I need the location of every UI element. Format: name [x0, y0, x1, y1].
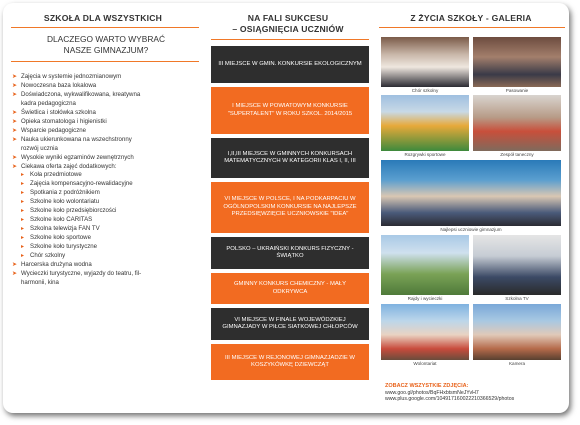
list-item [12, 73, 198, 82]
arrow-bullet-icon: ➤ [12, 73, 18, 80]
photo-school-tv [473, 235, 561, 295]
brochure-card [3, 3, 569, 413]
list-item-text: Nauka ukierunkowana na wszechstronny [21, 135, 132, 143]
arrow-bullet-icon: ▸ [21, 252, 25, 260]
gallery-footer [385, 383, 514, 403]
photo-ceremony [473, 37, 561, 87]
arrow-bullet-icon: ➤ [12, 162, 18, 170]
arrow-bullet-icon: ➤ [12, 135, 18, 143]
photo-choir [381, 37, 469, 87]
photo-volunteering [381, 304, 469, 360]
list-item [12, 100, 198, 109]
arrow-bullet-icon: ➤ [12, 81, 18, 89]
list-item [12, 261, 198, 270]
sub-list-item [12, 198, 198, 207]
list-item-text: Szkolne koło wolontariatu [30, 198, 100, 206]
column-school-for-all [3, 3, 203, 413]
list-item-text: rozwój ucznia [21, 144, 58, 152]
arrow-bullet-icon: ▸ [21, 243, 25, 251]
photo-best-students [381, 160, 561, 226]
list-item-text: Szkolne koło przedsiębiorczości [30, 207, 117, 215]
list-item-text: Harcerska drużyna wodna [21, 261, 92, 269]
sub-list-item [12, 216, 198, 225]
column3-title: Z ŻYCIA SZKOŁY - GALERIA [410, 13, 532, 23]
achievement-box: III MIEJSCE W REJONOWEJ GIMNAZJADZIE W KOSZYKÓWKĘ DZIEWCZĄT [211, 344, 369, 380]
arrow-bullet-icon: ➤ [12, 261, 18, 269]
column1-subtitle-line1: DLACZEGO WARTO WYBRAĆ [46, 34, 166, 44]
column-gallery [373, 3, 569, 413]
arrow-bullet-icon: ▸ [21, 216, 25, 224]
arrow-bullet-icon: ▸ [21, 189, 25, 197]
list-item-text: Ciekawa oferta zajęć dodatkowych: [21, 162, 117, 170]
arrow-bullet-icon: ➤ [12, 117, 18, 125]
arrow-bullet-icon: ➤ [12, 153, 18, 161]
gallery-footer-title: ZOBACZ WSZYSTKIE ZDJĘCIA: [385, 383, 469, 389]
list-item-text: kadra pedagogiczna [21, 99, 76, 107]
column1-subtitle [11, 34, 201, 55]
list-item [12, 118, 198, 127]
caption-ceremony: Pasowanie [505, 88, 529, 93]
achievement-box: GMINNY KONKURS CHEMICZNY - MAŁY ODKRYWCA [211, 273, 369, 304]
column2-title-line2: – OSIĄGNIĘCIA UCZNIÓW [232, 24, 344, 34]
list-item [12, 145, 198, 154]
list-item-text: Szkolne koło sportowe [30, 234, 91, 242]
gallery-link-1[interactable]: www.goo.gl/photos/BqFHxbtsmNeJYvH7 [385, 389, 479, 396]
list-item [12, 154, 198, 163]
column1-rule-bottom [11, 61, 199, 62]
caption-sports: Rozgrywki sportowe [404, 152, 446, 157]
column1-title: SZKOŁA DLA WSZYSTKICH [43, 13, 163, 23]
list-item [12, 91, 198, 100]
advantages-list [12, 73, 198, 288]
gallery-link-2[interactable]: www.plus.google.com/104917160022210366529/photos [385, 396, 515, 403]
photo-sports [381, 95, 469, 151]
sub-list-item [12, 207, 198, 216]
caption-trips: Rajdy i wycieczki [407, 296, 443, 301]
list-item [12, 163, 198, 172]
achievement-box: I,II,III MIEJSCE W GMINNYCH KONKURSACH MATEMATYCZNYCH W KATEGORII KLAS I, II, III [211, 138, 369, 178]
arrow-bullet-icon: ▸ [21, 207, 25, 215]
column2-title-line1: NA FALI SUKCESU [247, 13, 329, 23]
arrow-bullet-icon: ➤ [12, 126, 18, 134]
achievement-box: VI MIEJSCE W POLSCE, I NA PODKARPACIU W OGÓLNOPOLSKIM KONKURSIE NA NAJLEPSZE PRZEDSIĘWZIĘCIE UCZNIOWSKIE "IDEA" [211, 182, 369, 233]
photo-trips [381, 235, 469, 295]
caption-camera: Kamera [508, 361, 526, 366]
photo-dance [473, 95, 561, 151]
list-item-text: Chór szkolny [30, 252, 66, 260]
arrow-bullet-icon: ▸ [21, 180, 25, 188]
arrow-bullet-icon: ➤ [12, 108, 18, 116]
sub-list-item [12, 234, 198, 243]
list-item-text: Spotkania z podróżnikiem [30, 189, 100, 197]
caption-choir: Chór szkolny [411, 88, 439, 93]
photo-camera [473, 304, 561, 360]
sub-list-item [12, 180, 198, 189]
caption-best-students: Najlepsi uczniowie gimnazjum [440, 227, 502, 232]
column3-rule [379, 27, 565, 28]
list-item-text: Świetlica i stołówka szkolna [21, 108, 96, 116]
caption-school-tv: Szkolna TV [505, 296, 529, 301]
arrow-bullet-icon: ➤ [12, 90, 18, 98]
list-item-text: Opieka stomatologa i higienistki [21, 117, 107, 125]
column-achievements [203, 3, 373, 413]
list-item-text: harmonii, kina [21, 278, 59, 286]
achievement-box: VI MIEJSCE W FINALE WOJEWÓDZKIEJ GIMNAZJADY W PIŁCE SIATKOWEJ CHŁOPCÓW [211, 308, 369, 340]
column1-subtitle-line2: NASZE GIMNAZJUM? [63, 44, 149, 55]
list-item-text: Szkolne koło CARITAS [30, 216, 93, 224]
list-item-text: Wycieczki turystyczne, wyjazdy do teatru, fil- [21, 269, 142, 277]
arrow-bullet-icon: ▸ [21, 171, 25, 179]
arrow-bullet-icon: ▸ [21, 234, 25, 242]
caption-dance: Zespół taneczny [500, 152, 534, 157]
sub-list-item [12, 171, 198, 180]
column2-rule [211, 39, 369, 40]
column2-title [203, 13, 373, 35]
list-item [12, 82, 198, 91]
list-item [12, 136, 198, 145]
list-item [12, 270, 198, 279]
column1-rule-top [11, 27, 199, 28]
list-item [12, 109, 198, 118]
list-item-text: Koła przedmiotowe [30, 171, 82, 179]
caption-volunteering: Wolontariat [413, 361, 437, 366]
sub-list-item [12, 243, 198, 252]
list-item-text: Wysokie wyniki egzaminów zewnętrznych [21, 153, 134, 161]
list-item-text: Wsparcie pedagogiczne [21, 126, 87, 134]
arrow-bullet-icon: ➤ [12, 269, 18, 277]
list-item-text: Zajęcia kompensacyjno-rewalidacyjne [30, 180, 133, 188]
sub-list-item [12, 189, 198, 198]
list-item [12, 279, 198, 288]
list-item [12, 127, 198, 136]
arrow-bullet-icon: ▸ [21, 198, 25, 206]
sub-list-item [12, 225, 198, 234]
sub-list-item [12, 252, 198, 261]
list-item-text: Nowoczesna baza lokalowa [21, 81, 97, 89]
arrow-bullet-icon: ▸ [21, 225, 25, 233]
list-item-text: Doświadczona, wykwalifikowana, kreatywna [21, 90, 141, 98]
list-item-text: Szkolna telewizja FAN TV [30, 225, 100, 233]
achievement-box: I MIEJSCE W POWIATOWYM KONKURSIE "SUPERTALENT" W ROKU SZKOL. 2014/2015 [211, 87, 369, 134]
achievement-box: III MIEJSCE W GMIN. KONKURSIE EKOLOGICZNYM [211, 46, 369, 83]
list-item-text: Zajęcia w systemie jednozmianowym [21, 73, 122, 80]
achievement-box: POLSKO – UKRAIŃSKI KONKURS FIZYCZNY - ŚWIĄTKO [211, 237, 369, 269]
list-item-text: Szkolne koło turystyczne [30, 243, 98, 251]
